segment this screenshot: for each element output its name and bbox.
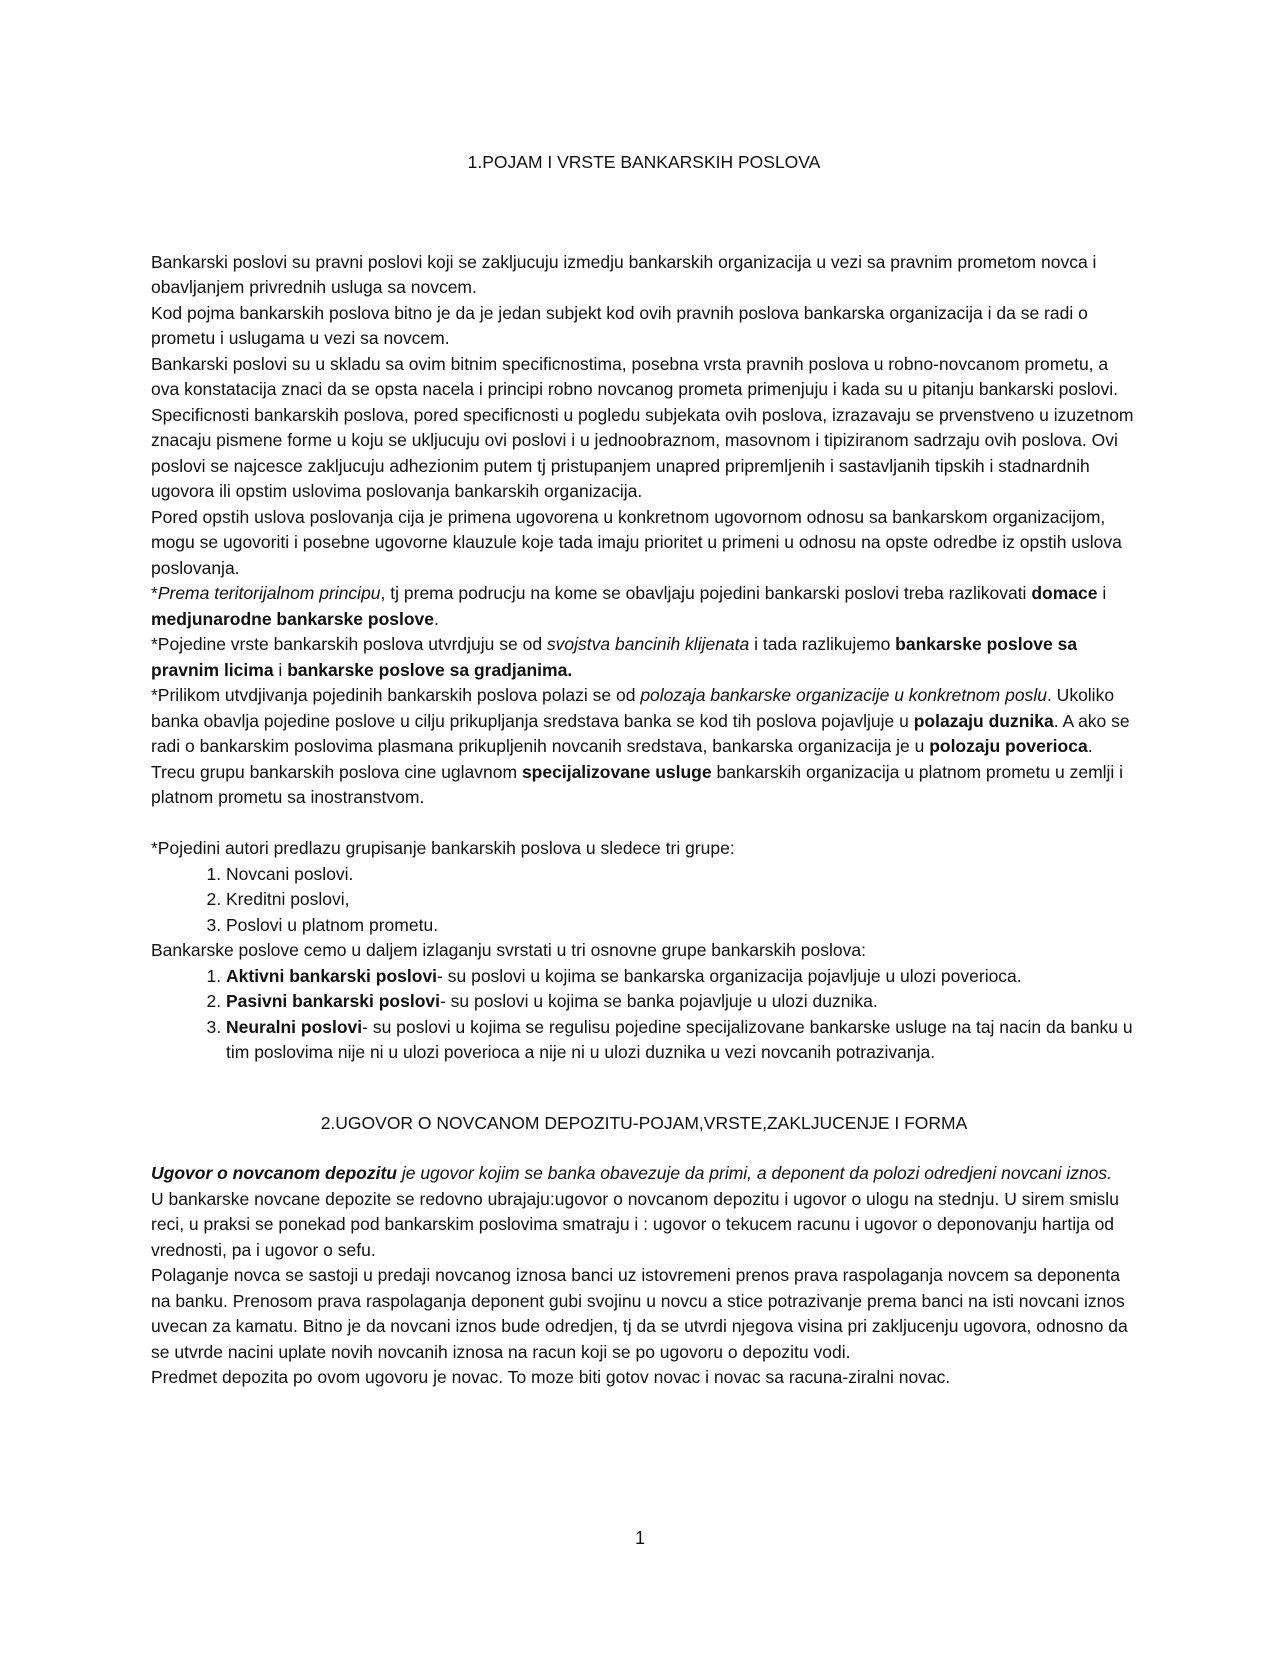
paragraph: U bankarske novcane depozite se redovno ubrajaju:ugovor o novcanom depozitu i ugovor o ulogu na stednju. U sirem smislu reci, u praksi se ponekad pod bankarskim poslovima smatraju i : ugovor o tekucem racunu i ugovor o deponovanju hartija od vrednosti, pa i ugovor o sefu. [151, 1188, 1119, 1260]
bold-run: medjunarodne bankarske poslove [151, 608, 435, 629]
list-item [226, 964, 1137, 990]
bold-run: domace [1031, 583, 1098, 603]
paragraph: Pored opstih uslova poslovanja cija je primena ugovorena u konkretnom ugovornom odnosu sa bankarskom organizacijom, mogu se ugovoriti i posebne ugovorne klauzule koje tada imaju prioritet u primeni u odnosu na opste odredbe iz opstih uslova poslovanja. [151, 506, 1122, 578]
paragraph: Bankarski poslovi su u skladu sa ovim bitnim specificnostima, posebna vrsta pravnih poslova u robno-novcanom prometu, a ova konstatacija znaci da se opsta nacela i principi robno novcanog prometa primenjuju i kada su u pitanju bankarski poslovi. [151, 353, 1118, 399]
bold-run: Neuralni poslovi [226, 1016, 363, 1037]
bold-run: Pasivni bankarski poslovi [226, 991, 440, 1011]
page-number: 1 [634, 1528, 645, 1548]
text-run: i tada razlikujemo [749, 634, 896, 654]
list-item: 2. Kreditni poslovi, [226, 887, 1137, 913]
bold-italic-run: Ugovor o novcanom depozitu [151, 1163, 397, 1183]
bold-run: bankarske poslove sa gradjanima. [287, 659, 573, 680]
bold-run: polazaju duznika [913, 710, 1054, 731]
text-run: *Prilikom utvdjivanja pojedinih bankarskih poslova polazi se od [151, 685, 641, 705]
italic-run: svojstva bancinih klijenata [546, 634, 750, 654]
section-1-title: 1.POJAM I VRSTE BANKARSKIH POSLOVA [467, 152, 821, 172]
paragraph-territorial [151, 581, 1137, 632]
text-run: . Ukoliko banka obavlja pojedine poslove u cilju prikupljanja sredstava banka se kod tih poslova pojavljuje u [151, 685, 1115, 731]
paragraph-clients [151, 632, 1137, 683]
text-run: - su poslovi u kojima se regulisu pojedine specijalizovane bankarske usluge na taj nacin da banku u tim poslovima nije ni u ulozi poverioca a nije ni u ulozi duznika u vezi novcanih potrazivanja. [226, 1016, 1133, 1062]
bold-run: bankarske poslove sa pravnim licima [151, 634, 1078, 680]
paragraph: Bankarske poslove cemo u daljem izlaganju svrstati u tri osnovne grupe bankarskih poslova: [151, 940, 866, 960]
text-run: *Pojedine vrste bankarskih poslova utvrdjuju se od [151, 634, 547, 654]
text-run: - su poslovi u kojima se banka pojavljuje u ulozi duznika. [439, 991, 878, 1011]
list-item [226, 989, 1137, 1015]
numbered-list-groups [151, 862, 1137, 939]
italic-run: Prema teritorijalnom principu [157, 583, 381, 603]
text-run: i [1097, 583, 1107, 603]
document-body [151, 150, 1137, 1391]
text-run: , tj prema podrucju na kome se obavljaju pojedini bankarski poslovi treba razlikovati [380, 583, 1032, 603]
paragraph: *Pojedini autori predlazu grupisanje bankarskih poslova u sledece tri grupe: [151, 838, 735, 858]
paragraph-definition [151, 1161, 1137, 1187]
text-run: i [273, 659, 288, 680]
list-item: 3. Poslovi u platnom prometu. [226, 913, 1137, 939]
paragraph: Specificnosti bankarskih poslova, pored specificnosti u pogledu subjekata ovih poslova, izrazavaju se prvenstveno u izuzetnom znacaju pismene forme u koju se ukljucuju ovi poslovi i u jednoobraznom, masovnom i tipiziranom sadrzaju ovih poslova. Ovi poslovi se najcesce zakljucuju adhezionim putem tj pristupanjem unapred pripremljenih i sastavljanih tipskih i stadnardnih ugovora ili opstim uslovima poslovanja bankarskih organizacija. [151, 404, 1134, 501]
text-run: * [151, 583, 158, 603]
list-item [226, 1015, 1137, 1066]
paragraph: Predmet depozita po ovom ugovoru je novac. To moze biti gotov novac i novac sa racuna-ziralni novac. [151, 1367, 951, 1387]
paragraph: Bankarski poslovi su pravni poslovi koji se zakljucuju izmedju bankarskih organizacija u vezi sa pravnim prometom novca i obavljanjem privrednih usluga sa novcem. [151, 251, 1097, 297]
text-run: . [434, 608, 439, 629]
text-run: . Trecu grupu bankarskih poslova cine uglavnom [151, 736, 1093, 782]
italic-run: polozaja bankarske organizacije u konkretnom poslu [640, 685, 1047, 705]
paragraph-position [151, 683, 1137, 811]
text-run: bankarskih organizacija u platnom prometu u zemlji i platnom prometu sa inostranstvom. [151, 761, 1124, 807]
bold-run: specijalizovane usluge [521, 761, 712, 782]
section-2-title: 2.UGOVOR O NOVCANOM DEPOZITU-POJAM,VRSTE,ZAKLJUCENJE I FORMA [320, 1112, 968, 1133]
numbered-list-types [151, 964, 1137, 1066]
text-run: - su poslovi u kojima se bankarska organizacija pojavljuje u ulozi poverioca. [437, 965, 1022, 986]
paragraph: Polaganje novca se sastoji u predaji novcanog iznosa banci uz istovremeni prenos prava raspolaganja novcem sa deponenta na banku. Prenosom prava raspolaganja deponent gubi svojinu u novcu a stice potrazivanje prema banci na isti novcani iznos uvecan za kamatu. Bitno je da novcani iznos bude odredjen, tj da se utvrdi njegova visina pri zakljucenju ugovora, odnosno da se utvrde nacini uplate novih novcanih iznosa na racun koji se po ugovoru o depozitu vodi. [151, 1265, 1128, 1362]
blank-line [151, 811, 1137, 837]
text-run: . A ako se radi o bankarskim poslovima plasmana prikupljenih novcanih sredstava, bankarska organizacija je u [151, 710, 1130, 756]
italic-run: je ugovor kojim se banka obavezuje da primi, a deponent da polozi odredjeni novcani iznos. [396, 1163, 1113, 1183]
bold-run: Aktivni bankarski poslovi [226, 965, 438, 986]
bold-run: polozaju poverioca [929, 736, 1088, 756]
list-item: 1. Novcani poslovi. [226, 862, 1137, 888]
paragraph: Kod pojma bankarskih poslova bitno je da je jedan subjekt kod ovih pravnih poslova bankarska organizacija i da se radi o prometu i uslugama u vezi sa novcem. [151, 302, 1088, 348]
